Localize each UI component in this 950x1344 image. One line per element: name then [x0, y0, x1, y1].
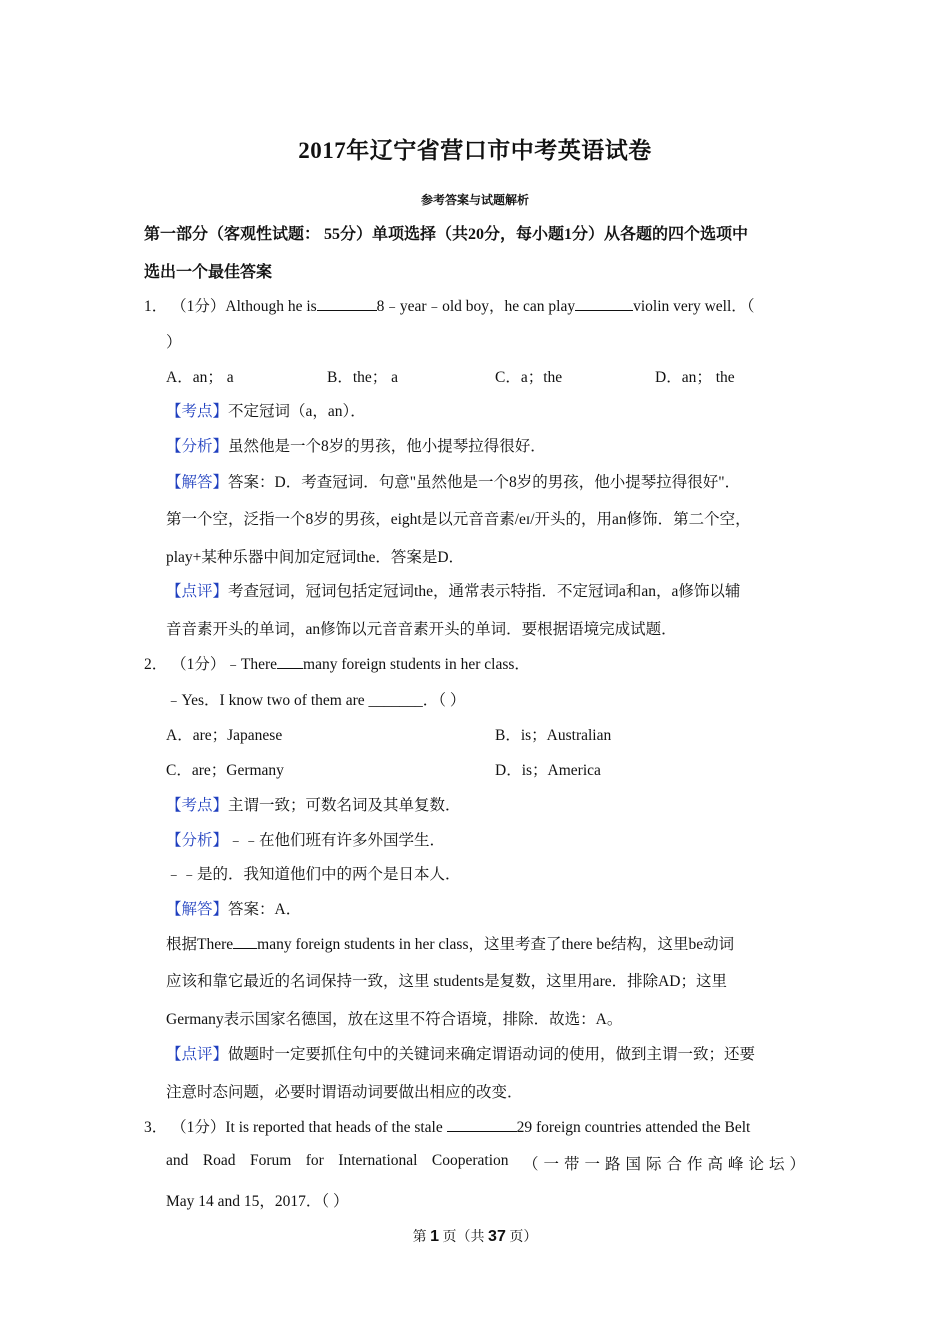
page-title: 2017年辽宁省营口市中考英语试卷	[298, 138, 652, 163]
page-subtitle: 参考答案与试题解析	[420, 193, 529, 207]
section-heading-line1: 第一部分（客观性试题： 55分）单项选择（共20分，每小题1分）从各题的四个选项中	[144, 226, 749, 243]
q2-fenxi-line2: ﹣﹣是的．我知道他们中的两个是日本人．	[166, 866, 461, 883]
q2-option-d: D．is；America	[495, 762, 601, 779]
question-2-stem: 2． （1分）﹣There many foreign students in her class．	[144, 656, 530, 673]
question-3-stem: 3． （1分）It is reported that heads of the stale 29 foreign countries attended the Belt	[144, 1119, 751, 1136]
q1-dianping-line2: 音音素开头的单词，an修饰以元音音素开头的单词．要根据语境完成试题．	[166, 621, 677, 638]
q2-dianping-line2: 注意时态问题，必要时谓语动词要做出相应的改变．	[166, 1084, 523, 1101]
q1-option-c: C．a；the	[495, 369, 563, 386]
question-number: 2．	[144, 656, 168, 673]
page-number: 1	[430, 1228, 440, 1245]
question-number: 3．	[144, 1119, 168, 1136]
answer-blank	[447, 1117, 517, 1132]
page-total: 37	[488, 1228, 506, 1245]
q1-option-a: A．an； a	[166, 369, 234, 386]
answer-blank	[277, 654, 303, 669]
q1-option-d: D．an； the	[655, 369, 735, 386]
q2-jieda-line2: 应该和靠它最近的名词保持一致，这里 students是复数，这里用are．排除AD；这里	[166, 973, 727, 990]
q2-jieda: 【解答】答案：A．	[166, 901, 302, 918]
question-1-stem-end: ）	[166, 334, 182, 351]
q1-option-b: B．the； a	[327, 369, 399, 386]
page-footer: 第 1 页（共 37 页）	[412, 1228, 538, 1245]
q2-kaodian: 【考点】主谓一致；可数名词及其单复数．	[166, 797, 461, 814]
answer-blank	[575, 296, 633, 311]
q2-jieda-line3: Germany表示国家名德国，放在这里不符合语境，排除．故选：A。	[166, 1011, 623, 1028]
question-2-stem-line2: ﹣Yes．I know two of them are _______．（ ）	[166, 692, 466, 709]
q2-option-c: C．are；Germany	[166, 762, 284, 779]
q2-option-a: A．are；Japanese	[166, 727, 283, 744]
question-number: 1．	[144, 298, 168, 315]
answer-blank	[317, 296, 377, 311]
q1-kaodian: 【考点】不定冠词（a，an）．	[166, 403, 366, 420]
question-1-stem: 1． （1分）Although he is 8﹣year﹣old boy，he can play violin very well．（	[144, 298, 755, 315]
q1-jieda-line2: 第一个空，泛指一个8岁的男孩，eight是以元音音素/eɪ/开头的，用an修饰．第二个空，	[166, 511, 751, 528]
question-3-stem-line3: May 14 and 15，2017．（ ）	[166, 1193, 349, 1210]
q1-fenxi: 【分析】虽然他是一个8岁的男孩，他小提琴拉得很好．	[166, 438, 546, 455]
section-heading-line2: 选出一个最佳答案	[144, 264, 273, 281]
q1-jieda: 【解答】答案：D．考查冠词．句意"虽然他是一个8岁的男孩，他小提琴拉得很好"．	[166, 474, 741, 491]
q2-jieda-line1: 根据There many foreign students in her class，这里考查了there be结构，这里be动词	[166, 936, 735, 953]
q2-fenxi: 【分析】﹣﹣在他们班有许多外国学生．	[166, 832, 446, 849]
q2-option-b: B．is；Australian	[495, 727, 612, 744]
answer-blank	[233, 934, 257, 949]
q1-jieda-line3: play+某种乐器中间加定冠词the．答案是D．	[166, 549, 465, 566]
q1-dianping: 【点评】考查冠词，冠词包括定冠词the，通常表示特指．不定冠词a和an，a修饰以辅	[166, 583, 741, 600]
q2-dianping: 【点评】做题时一定要抓住句中的关键词来确定谓语动词的使用，做到主谓一致；还要	[166, 1046, 756, 1063]
question-3-stem-line2: and Road Forum for International Cooperation （一带一路国际合作高峰论坛）	[166, 1152, 810, 1173]
